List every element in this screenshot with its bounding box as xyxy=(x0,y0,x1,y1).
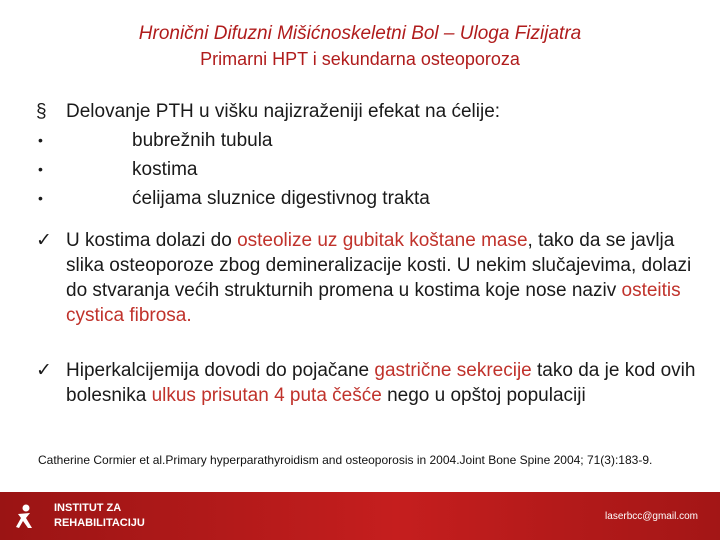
checkmark-icon: ✓ xyxy=(36,360,52,381)
bullet-main xyxy=(36,97,686,126)
slide-subtitle: Primarni HPT i sekundarna osteoporoza xyxy=(200,49,520,69)
bullet-sub-text: kostima xyxy=(132,159,198,180)
contact-email: laserbcc@gmail.com xyxy=(605,511,698,522)
bullet-sub xyxy=(36,184,686,213)
bullet-sub-text: ćelijama sluznice digestivnog trakta xyxy=(132,188,430,209)
dot-bullet-icon: • xyxy=(38,161,43,177)
highlight-text: gastrične sekrecije xyxy=(374,360,532,381)
square-bullet-icon: § xyxy=(36,101,47,122)
slide-title: Hronični Difuzni Mišićnoskeletni Bol – Uloga Fizijatra xyxy=(138,23,582,44)
text-run: nego u opštoj populaciji xyxy=(381,385,586,406)
check-paragraph-gastric xyxy=(36,358,696,408)
dot-bullet-icon: • xyxy=(38,190,43,206)
highlight-text: osteolize uz gubitak koštane mase xyxy=(237,230,528,251)
checkmark-icon: ✓ xyxy=(36,230,52,251)
text-run: U kostima dolazi do xyxy=(66,230,238,251)
text-run: tako da je kod ovih bolesnika xyxy=(66,360,696,406)
institute-name xyxy=(54,501,145,531)
highlight-text: osteitis cystica fibrosa. xyxy=(66,280,681,326)
bullet-list xyxy=(36,97,686,213)
footer-bar xyxy=(0,492,720,540)
institute-logo-icon xyxy=(12,502,40,530)
check-paragraph-bone xyxy=(36,228,696,328)
paragraph-text xyxy=(36,228,696,328)
highlight-text: ulkus prisutan 4 puta češće xyxy=(151,385,382,406)
paragraph-text xyxy=(36,358,696,408)
bullet-sub xyxy=(36,126,686,155)
citation: Catherine Cormier et al.Primary hyperparathyroidism and osteoporosis in 2004.Joint Bone Spine 2004; 71(3):183-9. xyxy=(38,453,653,467)
text-run: Hiperkalcijemija dovodi do pojačane xyxy=(66,360,375,381)
dot-bullet-icon: • xyxy=(38,132,43,148)
bullet-sub xyxy=(36,155,686,184)
bullet-main-text: Delovanje PTH u višku najizraženiji efekat na ćelije: xyxy=(66,101,501,122)
logo-line: INSTITUT ZA xyxy=(54,502,122,514)
logo-line: REHABILITACIJU xyxy=(54,517,145,529)
slide-header xyxy=(0,22,720,71)
text-run: , tako da se javlja slika osteoporoze zbog demineralizacije kosti. U nekim slučajevima, dolazi do stvaranja većih strukturnih promena u kostima koje nose naziv xyxy=(66,230,692,301)
bullet-sub-text: bubrežnih tubula xyxy=(132,130,273,151)
